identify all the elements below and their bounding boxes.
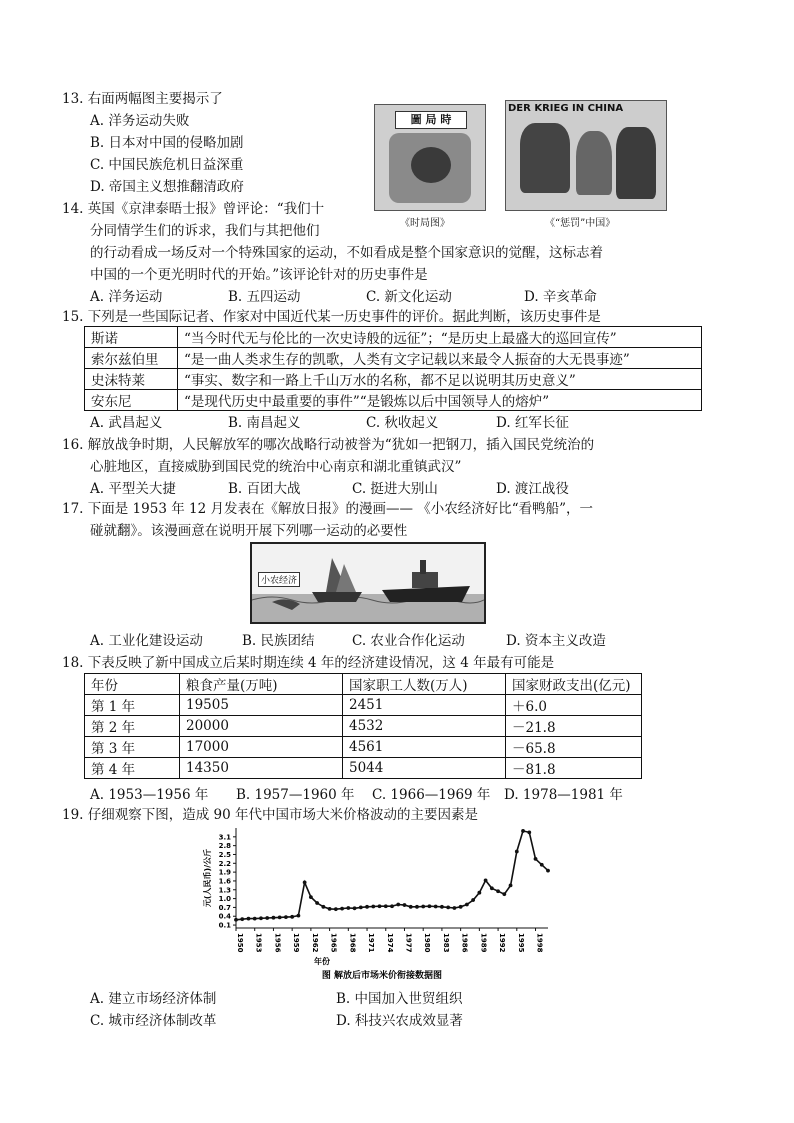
data-point xyxy=(403,903,407,907)
data-point xyxy=(477,891,481,895)
q18-option-a: A. 1953—1956 年 xyxy=(90,787,209,803)
data-point xyxy=(359,906,363,910)
cell: －81.8 xyxy=(506,758,642,779)
data-point xyxy=(515,850,519,854)
q13-stem: 13. 右面两幅图主要揭示了 xyxy=(62,91,223,107)
data-point xyxy=(390,904,394,908)
data-point xyxy=(546,869,550,873)
q13-option-d: D. 帝国主义想推翻清政府 xyxy=(90,179,244,195)
cell: －65.8 xyxy=(506,737,642,758)
cell: 第 3 年 xyxy=(85,737,180,758)
table-row xyxy=(85,327,702,348)
y-tick-label: 3.1 xyxy=(218,833,231,842)
cartoon-label: 小农经济 xyxy=(258,572,300,587)
q14-option-c: C. 新文化运动 xyxy=(366,289,452,305)
q16-option-c: C. 挺进大别山 xyxy=(352,481,438,497)
cell: 第 4 年 xyxy=(85,758,180,779)
data-point xyxy=(290,915,294,919)
x-tick-label: 1971 xyxy=(367,933,376,953)
data-point xyxy=(297,914,301,918)
data-point xyxy=(428,904,432,908)
q13-option-a: A. 洋务运动失败 xyxy=(90,113,190,129)
data-point xyxy=(534,857,538,861)
y-tick-label: 2.8 xyxy=(218,842,231,851)
q15-option-b: B. 南昌起义 xyxy=(228,415,301,431)
q19-option-a: A. 建立市场经济体制 xyxy=(90,991,217,1007)
y-tick-label: 2.5 xyxy=(218,850,231,859)
data-point xyxy=(453,906,457,910)
x-tick-label: 1986 xyxy=(460,933,469,953)
data-point xyxy=(521,829,525,833)
data-point xyxy=(253,917,257,921)
cell: 20000 xyxy=(180,716,343,737)
rice-price-chart xyxy=(196,822,568,984)
data-point xyxy=(321,905,325,909)
cell: 第 1 年 xyxy=(85,695,180,716)
table-row xyxy=(85,348,702,369)
x-tick-label: 1998 xyxy=(535,933,544,953)
cell: 4561 xyxy=(343,737,506,758)
data-point xyxy=(396,903,400,907)
q15-option-a: A. 武昌起义 xyxy=(90,415,163,431)
y-tick-label: 0.4 xyxy=(218,912,231,921)
cell: 第 2 年 xyxy=(85,716,180,737)
q18-header-year: 年份 xyxy=(85,674,180,695)
x-tick-label: 1989 xyxy=(479,933,488,953)
q15-quote-1: “当今时代无与伦比的一次史诗般的远征”；“是历史上最盛大的巡回宣传” xyxy=(178,327,702,348)
q17-option-b: B. 民族团结 xyxy=(242,633,315,649)
q17-line2: 碰就翻》。该漫画意在说明开展下列哪一运动的必要性 xyxy=(90,523,408,539)
data-point xyxy=(371,905,375,909)
data-point xyxy=(502,892,506,896)
q15-option-d: D. 红军长征 xyxy=(496,415,569,431)
x-tick-label: 1962 xyxy=(310,933,319,953)
q19-option-b: B. 中国加入世贸组织 xyxy=(336,991,463,1007)
y-tick-label: 0.1 xyxy=(218,921,231,930)
data-point xyxy=(421,905,425,909)
q14-line3: 的行动看成一场反对一个特殊国家的运动，不如看成是整个国家意识的觉醒，这标志着 xyxy=(90,245,603,261)
x-tick-label: 1995 xyxy=(516,933,525,953)
cell: 19505 xyxy=(180,695,343,716)
chart-title: 图 解放后市场米价衔接数据图 xyxy=(321,971,443,981)
shiju-map-image xyxy=(374,104,486,211)
y-tick-label: 0.7 xyxy=(218,903,231,912)
cell: －21.8 xyxy=(506,716,642,737)
q17-option-c: C. 农业合作化运动 xyxy=(352,633,465,649)
data-point xyxy=(496,889,500,893)
x-tick-label: 1992 xyxy=(498,933,507,953)
q16-line1: 16. 解放战争时期，人民解放军的哪次战略行动被誉为“犹如一把钢刀，插入国民党统治的 xyxy=(62,437,595,453)
table-row xyxy=(85,758,642,779)
table-row xyxy=(85,716,642,737)
data-point xyxy=(540,863,544,867)
q16-option-d: D. 渡江战役 xyxy=(496,481,569,497)
data-point xyxy=(384,904,388,908)
data-point xyxy=(365,905,369,909)
cell: 2451 xyxy=(343,695,506,716)
x-tick-label: 1974 xyxy=(385,933,394,953)
x-tick-label: 1959 xyxy=(292,933,301,953)
data-point xyxy=(346,906,350,910)
data-point xyxy=(415,905,419,909)
q15-option-c: C. 秋收起义 xyxy=(366,415,439,431)
data-point xyxy=(490,886,494,890)
q19-option-c: C. 城市经济体制改革 xyxy=(90,1013,217,1029)
x-axis-title: 年份 xyxy=(314,957,330,966)
q16-option-a: A. 平型关大捷 xyxy=(90,481,176,497)
y-tick-label: 1.6 xyxy=(218,877,231,886)
data-point xyxy=(265,916,269,920)
q14-option-b: B. 五四运动 xyxy=(228,289,301,305)
cell: 4532 xyxy=(343,716,506,737)
data-point xyxy=(509,883,513,887)
cell: 5044 xyxy=(343,758,506,779)
y-tick-label: 1.9 xyxy=(218,868,231,877)
q16-option-b: B. 百团大战 xyxy=(228,481,301,497)
table-row xyxy=(85,369,702,390)
data-point xyxy=(272,916,276,920)
q17-option-d: D. 资本主义改造 xyxy=(506,633,606,649)
x-tick-label: 1983 xyxy=(441,933,450,953)
data-point xyxy=(284,915,288,919)
q14-line4: 中国的一个更光明时代的开始。”该评论针对的历史事件是 xyxy=(90,267,428,283)
q18-stem: 18. 下表反映了新中国成立后某时期连续 4 年的经济建设情况，这 4 年最有可能是 xyxy=(62,655,555,671)
q18-header-workers: 国家职工人数(万人) xyxy=(343,674,506,695)
cell: ＋6.0 xyxy=(506,695,642,716)
y-tick-label: 1.0 xyxy=(218,895,231,904)
q16-line2: 心脏地区，直接威胁到国民党的统治中心南京和湖北重镇武汉” xyxy=(90,459,462,475)
duck-boat-cartoon xyxy=(250,542,486,624)
y-axis-title: 元(人民币)/公斤 xyxy=(203,848,212,908)
q14-option-a: A. 洋务运动 xyxy=(90,289,163,305)
q15-quote-4: “是现代历史中最重要的事件”“是锻炼以后中国领导人的熔炉” xyxy=(178,390,702,411)
q18-header-grain: 粮食产量(万吨) xyxy=(180,674,343,695)
data-point xyxy=(465,903,469,907)
data-point xyxy=(340,907,344,911)
x-tick-label: 1956 xyxy=(273,933,282,953)
x-tick-label: 1950 xyxy=(236,933,244,953)
data-point xyxy=(446,906,450,910)
q15-quote-2: “是一曲人类求生存的凯歌，人类有文字记载以来最令人振奋的大无畏事迹” xyxy=(178,348,702,369)
y-tick-label: 1.3 xyxy=(218,886,231,895)
table-row xyxy=(85,390,702,411)
data-point xyxy=(484,878,488,882)
shiju-map-title: 圖 局 時 xyxy=(395,111,467,129)
q14-option-d: D. 辛亥革命 xyxy=(524,289,597,305)
table-row xyxy=(85,695,642,716)
table-row xyxy=(85,737,642,758)
cell: 14350 xyxy=(180,758,343,779)
data-point xyxy=(378,904,382,908)
q15-name-2: 索尔兹伯里 xyxy=(85,348,178,369)
data-point xyxy=(328,907,332,911)
data-point xyxy=(234,918,238,922)
q18-table xyxy=(84,673,642,779)
q17-option-a: A. 工业化建设运动 xyxy=(90,633,203,649)
table-header-row xyxy=(85,674,642,695)
q15-stem: 15. 下列是一些国际记者、作家对中国近代某一历史事件的评价。据此判断，该历史事件是 xyxy=(62,309,601,325)
x-tick-label: 1965 xyxy=(329,933,338,953)
data-point xyxy=(315,901,319,905)
q19-option-d: D. 科技兴农成效显著 xyxy=(336,1013,463,1029)
punish-china-heading: DER KRIEG IN CHINA xyxy=(508,103,624,114)
data-point xyxy=(353,906,357,910)
data-point xyxy=(334,907,338,911)
data-point xyxy=(471,898,475,902)
q18-option-b: B. 1957—1960 年 xyxy=(236,787,355,803)
data-point xyxy=(459,905,463,909)
punish-china-image xyxy=(505,100,667,211)
y-tick-label: 2.2 xyxy=(218,859,231,868)
q18-option-d: D. 1978—1981 年 xyxy=(504,787,623,803)
data-point xyxy=(259,916,263,920)
q17-line1: 17. 下面是 1953 年 12 月发表在《解放日报》的漫画—— 《小农经济好比“看鸭船”，一 xyxy=(62,501,594,517)
data-point xyxy=(434,905,438,909)
shiju-map-caption: 《时局图》 xyxy=(400,218,450,229)
q18-option-c: C. 1966—1969 年 xyxy=(372,787,491,803)
x-tick-label: 1968 xyxy=(348,933,357,953)
q13-option-c: C. 中国民族危机日益深重 xyxy=(90,157,244,173)
q15-table xyxy=(84,326,702,411)
data-point xyxy=(440,905,444,909)
q19-stem: 19. 仔细观察下图，造成 90 年代中国市场大米价格波动的主要因素是 xyxy=(62,807,479,823)
x-tick-label: 1977 xyxy=(404,933,413,953)
q18-header-finance: 国家财政支出(亿元) xyxy=(506,674,642,695)
q14-line1: 14. 英国《京津泰晤士报》曾评论：“我们十 xyxy=(62,201,325,217)
data-point xyxy=(309,895,313,899)
data-point xyxy=(303,881,307,885)
q15-name-4: 安东尼 xyxy=(85,390,178,411)
data-point xyxy=(278,916,282,920)
q13-option-b: B. 日本对中国的侵略加剧 xyxy=(90,135,244,151)
data-point xyxy=(247,917,251,921)
q15-quote-3: “事实、数字和一路上千山万水的名称，都不足以说明其历史意义” xyxy=(178,369,702,390)
x-tick-label: 1953 xyxy=(254,933,263,953)
cell: 17000 xyxy=(180,737,343,758)
q15-name-1: 斯诺 xyxy=(85,327,178,348)
q15-name-3: 史沫特莱 xyxy=(85,369,178,390)
data-point xyxy=(527,831,531,835)
punish-china-caption: 《“惩罚”中国》 xyxy=(545,218,616,229)
data-point xyxy=(240,917,244,921)
q14-line2: 分同情学生们的诉求，我们与其把他们 xyxy=(90,223,320,239)
x-tick-label: 1980 xyxy=(423,933,432,953)
data-point xyxy=(409,905,413,909)
